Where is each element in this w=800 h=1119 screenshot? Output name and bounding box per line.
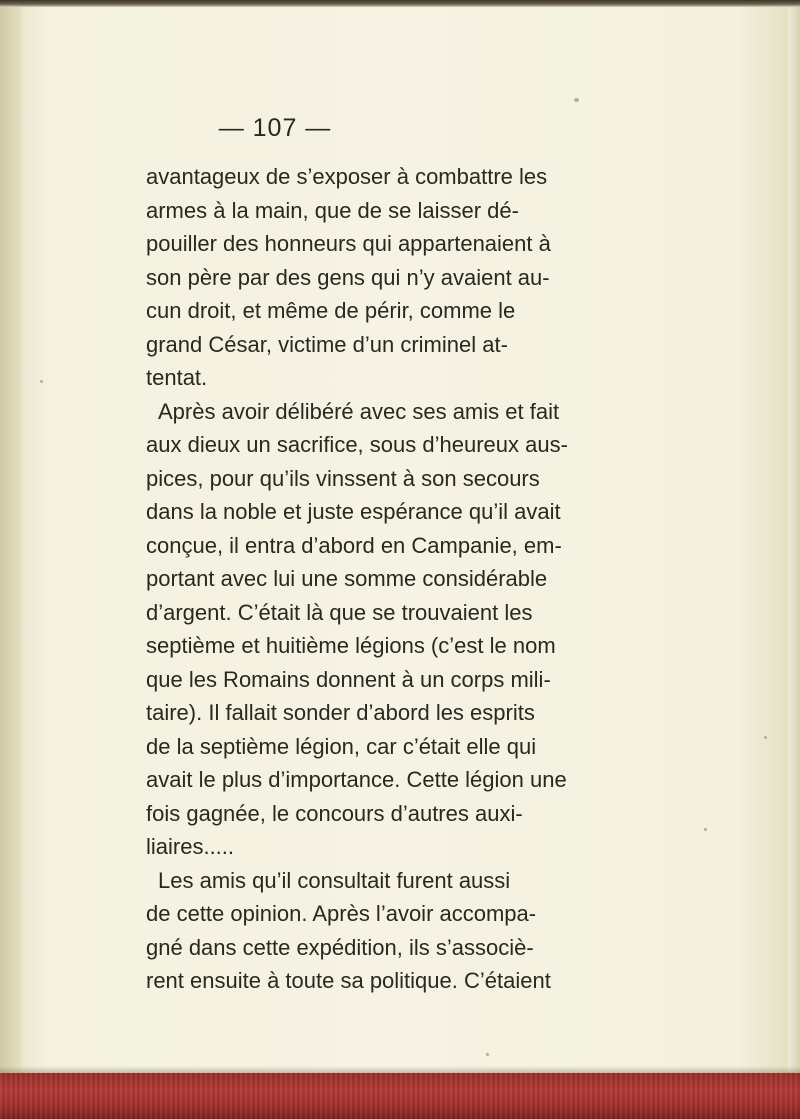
text-line: taire). Il fallait sonder d’abord les esprits bbox=[146, 700, 535, 725]
paper-speck bbox=[764, 736, 767, 739]
text-line: Les amis qu’il consultait furent aussi bbox=[158, 867, 511, 893]
text-line: dans la noble et juste espérance qu’il avait bbox=[146, 499, 561, 524]
text-line: rent ensuite à toute sa politique. C’étaient bbox=[146, 968, 551, 993]
paper-speck bbox=[486, 1053, 489, 1056]
text-line: de cette opinion. Après l’avoir accompa- bbox=[146, 901, 537, 926]
page-left-edge bbox=[0, 0, 22, 1119]
red-edge-band bbox=[0, 1073, 800, 1119]
text-line: liaires..... bbox=[146, 834, 235, 859]
paper-speck bbox=[40, 380, 43, 383]
text-line: gné dans cette expédition, ils s’associè- bbox=[146, 934, 534, 960]
text-line: avait le plus d’importance. Cette légion une bbox=[146, 767, 567, 792]
text-line: armes à la main, que de se laisser dé- bbox=[146, 197, 519, 223]
page-top-edge bbox=[0, 0, 800, 7]
text-line: tentat. bbox=[146, 365, 208, 390]
text-line: grand César, victime d’un criminel at- bbox=[146, 331, 508, 357]
text-line: cun droit, et même de périr, comme le bbox=[146, 298, 516, 323]
text-line: portant avec lui une somme considérable bbox=[146, 566, 548, 591]
text-line: septième et huitième légions (c’est le nom bbox=[146, 633, 556, 658]
text-line: pouiller des honneurs qui appartenaient à bbox=[146, 231, 551, 256]
text-line: conçue, il entra d’abord en Campanie, em- bbox=[146, 532, 562, 558]
paper-speck bbox=[704, 828, 707, 831]
text-line: pices, pour qu’ils vinssent à son secours bbox=[146, 465, 540, 491]
body-text bbox=[146, 160, 566, 998]
text-line: fois gagnée, le concours d’autres auxi- bbox=[146, 800, 523, 826]
text-line: avantageux de s’exposer à combattre les bbox=[146, 164, 548, 189]
text-line: aux dieux un sacrifice, sous d’heureux aus- bbox=[146, 432, 568, 457]
text-line: que les Romains donnent à un corps mili- bbox=[146, 666, 551, 692]
text-line: Après avoir délibéré avec ses amis et fait bbox=[158, 398, 560, 424]
page-right-edge bbox=[788, 0, 800, 1119]
text-line: son père par des gens qui n’y avaient au- bbox=[146, 264, 550, 290]
text-line: d’argent. C’était là que se trouvaient les bbox=[146, 599, 533, 625]
paper-speck bbox=[574, 98, 579, 102]
page-number: — 107 — bbox=[218, 114, 332, 142]
text-line: de la septième légion, car c’était elle qui bbox=[146, 733, 537, 759]
